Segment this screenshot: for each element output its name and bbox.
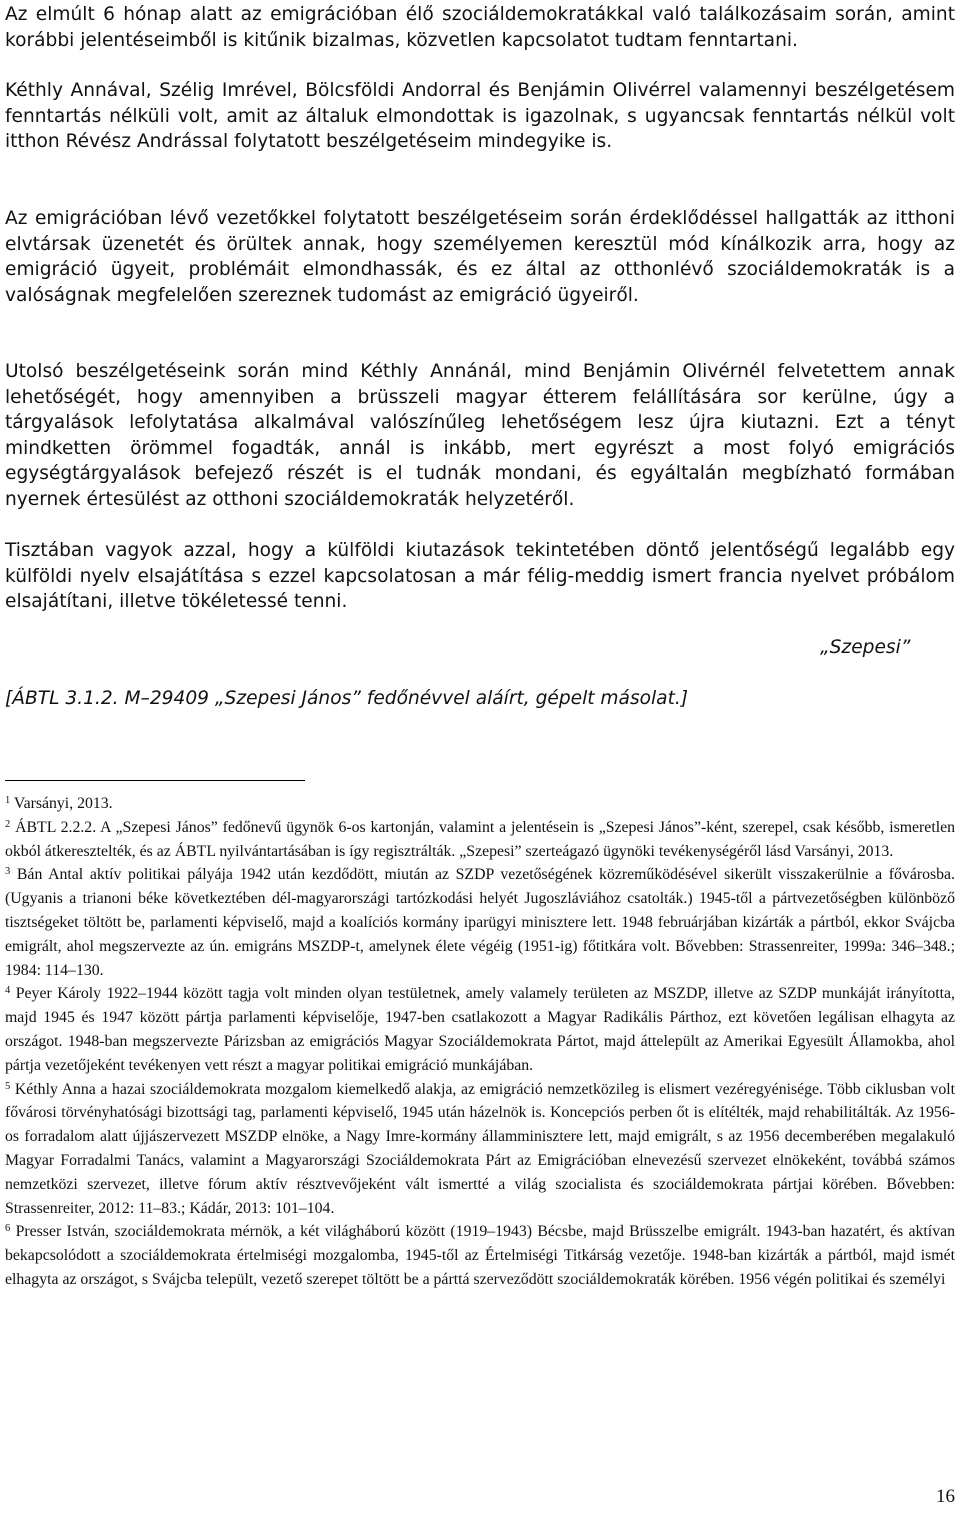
- paragraph-3: Az emigrációban lévő vezetőkkel folytatott beszélgetéseim során érdeklődéssel hallgatták az itthoni elvtársak üzenetét és örültek annak, hogy személyemen keresztül mód kínálkozik arra, hogy az emigráció ügyeit, problémáit elmondhassák, és ez által az otthonlévő szociáldemokraták is a valóságnak megfelelően szereznek tudomást az emigráció ügyeiről.: [5, 208, 955, 306]
- footnote-text: Bán Antal aktív politikai pályája 1942 után kezdődött, miután az SZDP vezetőségének közreműködésével sikerült visszakerülnie a fővárosba. (Ugyanis a trianoni béke következtében dél-magyarországi tartózkodási helyét Jugoszláviához csatolták.) 1945-től a pártvezetőségben különböző tisztségeket töltött be, parlamenti képviselő, majd a koalíciós kormány iparügyi minisztere lett. 1948 februárjában kizárták a pártból, ekkor Svájcba emigrált, ahol megszervezte az ún. emigráns MSZDP-t, amelynek élete végéig (1951-ig) főtitkára volt. Bővebben: Strassenreiter, 1999a: 346–348.; 1984: 114–130.: [5, 866, 955, 979]
- footnote-1: [5, 792, 955, 816]
- footnote-separator: [5, 780, 305, 781]
- footnote-marker: 6: [5, 1223, 11, 1235]
- footnote-2: [5, 816, 955, 864]
- footnote-6: [5, 1220, 955, 1291]
- footnote-3: [5, 863, 955, 982]
- page-number: 16: [936, 1486, 955, 1507]
- paragraph-4: Utolsó beszélgetéseink során mind Kéthly Annánál, mind Benjámin Olivérnél felvetettem annak lehetőségét, hogy amennyiben a brüsszeli magyar étterem felállítására sor kerülne, úgy a tárgyalások lefolytatása alkalmával valószínűleg lehetőségem lesz újra kiutazni. Ezt a tényt mindketten örömmel fogadták, annál is inkább, mert egyrészt a most folyó emigrációs egységtárgyalások befejező részét is el tudnák mondani, és egyáltalán megbízható formában nyernek értesülést az otthoni szociáldemokraták helyzetéről.: [5, 361, 955, 510]
- footnote-marker: 2: [5, 818, 11, 830]
- footnote-text: Kéthly Anna a hazai szociáldemokrata mozgalom kiemelkedő alakja, az emigráció nemzetközileg is elismert vezéregyénisége. Több ciklusban volt fővárosi törvényhatósági bizottsági tag, parlamenti képviselő, 1945 után házelnök is. Koncepciós perben őt is elítélték, majd rehabilitálták. Az 1956-os forradalom alatt újjászervezett MSZDP elnöke, a Nagy Imre-kormány államminisztere lett, majd emigrált, s az 1956 decemberében megalakuló Magyar Forradalmi Tanács, valamint a Magyarországi Szociáldemokrata Párt az Emigrációban elnevezésű szervezet elnökeként, továbbá számos nemzetközi szervezet, illetve fórum aktív résztvevőjeként vált ismertté a világ szocialista és szociáldemokrata pártjai körében. Bővebben: Strassenreiter, 2012: 11–83.; Kádár, 2013: 101–104.: [5, 1080, 955, 1217]
- footnote-text: Presser István, szociáldemokrata mérnök, a két világháború között (1919–1943) Bécsbe, majd Brüsszelbe emigrált. 1943-ban hazatért, és aktívan bekapcsolódott a szociáldemokrata értelmiségi mozgalomba, 1945-től az Értelmiségi Titkárság vezetője. 1948-ban kizárták a pártból, majd ismét elhagyta az országot, s Svájcba települt, vezető szerepet töltött be a párttá szerveződött szociáldemokraták körében. 1956 végén politikai és személyi: [5, 1223, 956, 1288]
- source-note: [ÁBTL 3.1.2. M–29409 „Szepesi János” fedőnévvel aláírt, gépelt másolat.]: [5, 688, 689, 709]
- footnotes: [5, 792, 955, 1292]
- footnote-text: ÁBTL 2.2.2. A „Szepesi János” fedőnevű ügynök 6-os kartonján, valamint a jelentésein is „Szepesi János”-ként, szerepel, csak később, ismeretlen okból átkeresztelték, és az ÁBTL nyilvántartásában is így regisztrálták. „Szepesi” szerteágazó ügynöki tevékenységéről lásd Varsányi, 2013.: [5, 818, 956, 860]
- footnote-marker: 1: [5, 795, 11, 806]
- paragraph-1: Az elmúlt 6 hónap alatt az emigrációban élő szociáldemokratákkal való találkozásaim során, amint korábbi jelentéseimből is kitűnik bizalmas, közvetlen kapcsolatot tudtam fenntartani.: [5, 4, 955, 51]
- footnote-4: [5, 982, 955, 1077]
- footnote-marker: 4: [5, 985, 11, 997]
- footnote-marker: 3: [5, 866, 11, 878]
- footnote-5: [5, 1078, 955, 1221]
- footnote-text: Varsányi, 2013.: [13, 795, 113, 812]
- paragraph-2: Kéthly Annával, Szélig Imrével, Bölcsföldi Andorral és Benjámin Olivérrel valamennyi beszélgetésem fenntartás nélküli volt, amit az általuk elmondottak is igazolnak, s ugyancsak fenntartás nélkül volt itthon Révész Andrással folytatott beszélgetéseim mindegyike is.: [5, 80, 955, 153]
- signature: „Szepesi”: [820, 637, 911, 658]
- paragraph-5: Tisztában vagyok azzal, hogy a külföldi kiutazások tekintetében döntő jelentőségű legalább egy külföldi nyelv elsajátítása s ezzel kapcsolatosan a már félig-meddig ismert francia nyelvet próbálom elsajátítani, illetve tökéletessé tenni.: [5, 540, 955, 613]
- footnote-text: Peyer Károly 1922–1944 között tagja volt minden olyan testületnek, amely valamely területen az MSZDP, illetve az SZDP munkáját irányította, majd 1945 és 1947 között pártja parlamenti képviselője, 1947-ben csatlakozott a Magyar Radikális Párthoz, ezt követően legálisan elhagyta az országot. 1948-ban megszervezte Párizsban az emigrációs Magyar Szociáldemokrata Pártot, majd áttelepült az Amerikai Egyesült Államokba, ahol pártja vezetőjeként tevékenyen vett részt a magyar politikai emigráció munkájában.: [5, 985, 956, 1074]
- footnote-marker: 5: [5, 1080, 11, 1092]
